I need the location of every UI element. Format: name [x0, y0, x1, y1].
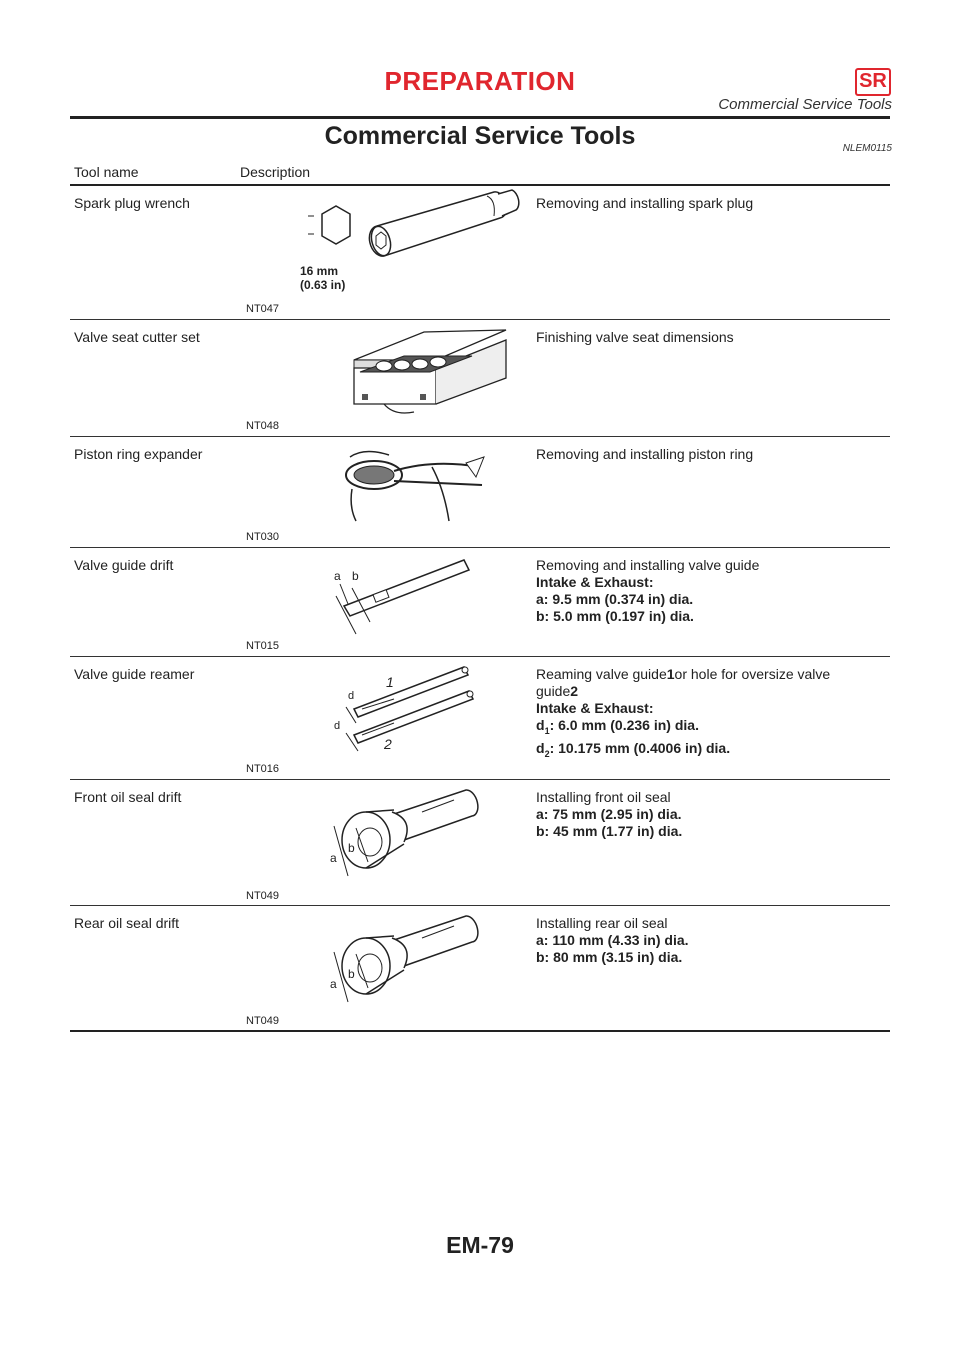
spec-subscript: 1 — [544, 725, 550, 736]
tool-description: Removing and installing spark plug — [536, 195, 754, 211]
figure-code: NT048 — [246, 420, 280, 432]
description-text: guide — [536, 683, 571, 699]
tool-name: Piston ring expander — [74, 446, 203, 462]
spark-plug-wrench-figure — [244, 186, 534, 319]
spec-value: : 10.175 mm (0.4006 in) dia. — [549, 739, 731, 756]
figure-label: d — [334, 720, 341, 732]
description-line: Installing rear oil seal — [536, 915, 668, 931]
spec-line: a: 110 mm (4.33 in) dia. — [536, 932, 689, 948]
tool-description — [536, 789, 886, 840]
tool-description — [536, 557, 886, 625]
spec-line: a: 75 mm (2.95 in) dia. — [536, 806, 682, 822]
spec-line: a: 9.5 mm (0.374 in) dia. — [536, 591, 694, 607]
header-rule — [70, 116, 890, 119]
table-row — [70, 906, 890, 1032]
piston-ring-expander-figure — [244, 437, 534, 547]
figure-label: a — [330, 977, 337, 991]
rear-oil-seal-drift-figure — [244, 906, 534, 1030]
tool-name: Valve guide drift — [74, 557, 174, 573]
figure-label: b — [348, 967, 355, 981]
description-text: Reaming valve guide — [536, 666, 667, 682]
section-title: Commercial Service Tools — [324, 122, 636, 150]
description-text: or hole for oversize valve — [674, 666, 831, 682]
table-row — [70, 548, 890, 657]
spec-line: b: 5.0 mm (0.197 in) dia. — [536, 608, 694, 624]
description-line — [536, 666, 886, 683]
spec-line — [536, 717, 886, 740]
table-row — [70, 657, 890, 780]
column-header-tool-name: Tool name — [74, 164, 139, 180]
tool-description — [536, 666, 886, 763]
header-title: PREPARATION — [384, 66, 576, 96]
spec-value: : 6.0 mm (0.236 in) dia. — [549, 717, 699, 733]
description-line: Removing and installing valve guide — [536, 557, 760, 573]
figure-label: 2 — [384, 736, 392, 752]
valve-guide-drift-figure — [244, 548, 534, 656]
figure-label: (0.63 in) — [300, 278, 346, 292]
spec-subscript: 2 — [544, 748, 550, 759]
spec-symbol: d — [536, 739, 545, 756]
tool-name: Front oil seal drift — [74, 789, 182, 805]
header-subtitle: Commercial Service Tools — [718, 96, 892, 113]
page-number: EM-79 — [446, 1232, 514, 1258]
figure-label: a — [330, 851, 337, 865]
spec-symbol: d — [536, 717, 545, 733]
figure-label: b — [348, 841, 355, 855]
figure-code: NT016 — [246, 763, 280, 775]
description-line: Installing front oil seal — [536, 789, 671, 805]
spec-heading: Intake & Exhaust: — [536, 700, 654, 716]
figure-ref: 1 — [666, 666, 675, 682]
spec-line: b: 45 mm (1.77 in) dia. — [536, 823, 683, 839]
tool-description: Removing and installing piston ring — [536, 446, 754, 462]
table-row — [70, 437, 890, 548]
figure-code: NT049 — [246, 890, 280, 902]
figure-label: b — [352, 569, 359, 583]
figure-label: d — [348, 690, 355, 702]
front-oil-seal-drift-figure — [244, 780, 534, 905]
spec-line: b: 80 mm (3.15 in) dia. — [536, 949, 683, 965]
cutter-set-case-figure — [244, 320, 534, 436]
tool-name: Spark plug wrench — [74, 195, 190, 211]
spec-heading: Intake & Exhaust: — [536, 574, 654, 590]
table-row — [70, 186, 890, 320]
figure-code: NT049 — [246, 1015, 280, 1027]
figure-label: 16 mm — [300, 264, 339, 278]
figure-code: NT015 — [246, 640, 280, 652]
spec-line — [536, 740, 886, 763]
figure-code: NT047 — [246, 303, 280, 315]
figure-code: NT030 — [246, 531, 280, 543]
table-row — [70, 780, 890, 906]
table-row — [70, 320, 890, 437]
description-line — [536, 683, 886, 700]
header-badge: SR — [855, 68, 891, 96]
column-header-description: Description — [240, 164, 311, 180]
tool-name: Valve guide reamer — [74, 666, 195, 682]
tool-description — [536, 915, 886, 966]
tool-description: Finishing valve seat dimensions — [536, 329, 734, 345]
section-code: NLEM0115 — [842, 143, 892, 154]
tool-name: Rear oil seal drift — [74, 915, 180, 931]
figure-label: 1 — [386, 674, 394, 690]
valve-guide-reamer-figure — [244, 657, 534, 779]
figure-label: a — [334, 569, 341, 583]
figure-ref: 2 — [570, 683, 579, 699]
tool-name: Valve seat cutter set — [74, 329, 200, 345]
